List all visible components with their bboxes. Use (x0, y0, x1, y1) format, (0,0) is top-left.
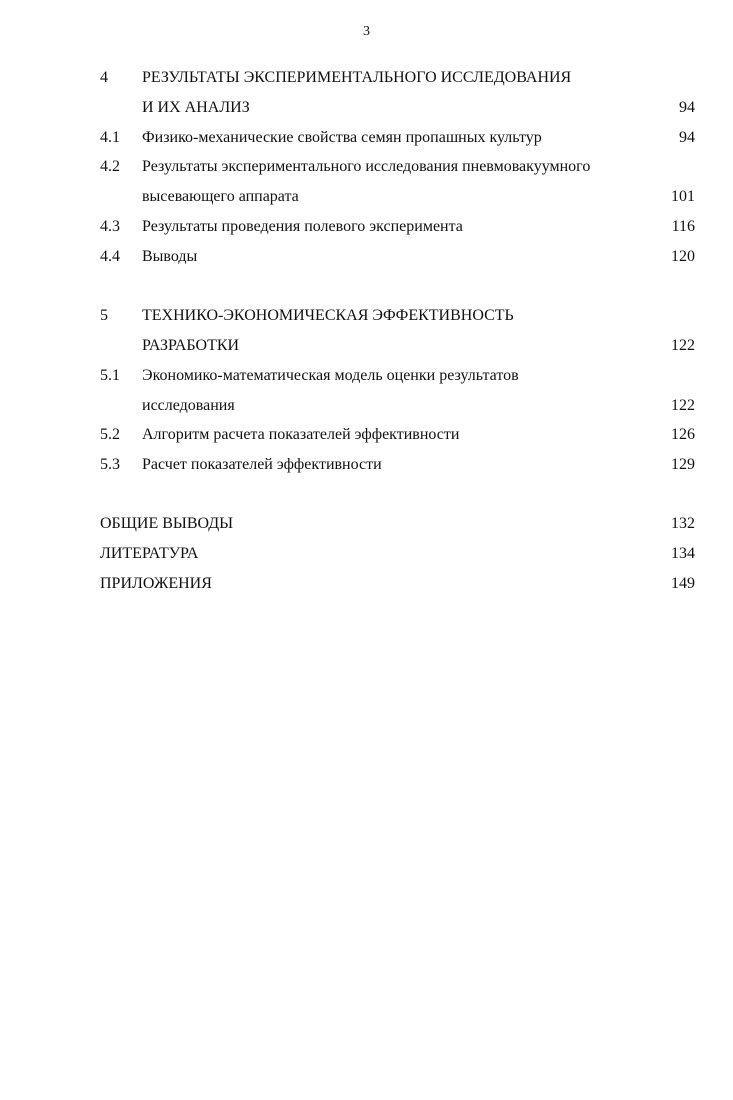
toc-entry-title: Экономико-математическая модель оценки результатов (142, 367, 519, 384)
toc-entry-page: 122 (671, 397, 695, 414)
toc-entry-page: 101 (671, 188, 695, 205)
toc-entry-number: 4.1 (100, 129, 120, 146)
toc-entry-number: 4.4 (100, 248, 120, 265)
toc-entry-title-cont: РАЗРАБОТКИ (142, 337, 240, 354)
toc-entry-5-1 (0, 365, 733, 387)
toc-entry-4-3 (0, 216, 733, 238)
toc-entry-5-cont (0, 335, 733, 357)
toc-entry-page: 134 (671, 545, 695, 562)
toc-entry-title: ЛИТЕРАТУРА (100, 545, 199, 562)
toc-entry-5 (0, 305, 733, 327)
toc-entry-5-1-cont (0, 395, 733, 417)
toc-entry-number: 5 (100, 307, 108, 324)
toc-entry-title: ПРИЛОЖЕНИЯ (100, 575, 212, 592)
toc-entry-page: 116 (671, 218, 695, 235)
toc-entry-4-2-cont (0, 186, 733, 208)
toc-entry-title: Выводы (142, 248, 198, 265)
toc-entry-title: Результаты экспериментального исследования пневмовакуумного (142, 158, 591, 175)
toc-entry-number: 5.2 (100, 426, 120, 443)
toc-entry-number: 4.2 (100, 158, 120, 175)
toc-entry-4-1 (0, 127, 733, 149)
toc-entry-5-2 (0, 424, 733, 446)
toc-entry-number: 4 (100, 69, 108, 86)
toc-entry-page: 120 (671, 248, 695, 265)
toc-entry-title-cont: исследования (142, 397, 235, 414)
toc-entry-appendices (0, 573, 733, 595)
toc-entry-page: 94 (679, 99, 695, 116)
toc-entry-literature (0, 543, 733, 565)
toc-entry-page: 94 (679, 129, 695, 146)
toc-entry-number: 5.3 (100, 456, 120, 473)
toc-entry-4-4 (0, 246, 733, 268)
toc-entry-general-conclusions (0, 513, 733, 535)
toc-entry-4 (0, 67, 733, 89)
toc-entry-title: ТЕХНИКО-ЭКОНОМИЧЕСКАЯ ЭФФЕКТИВНОСТЬ (142, 307, 514, 324)
toc-entry-page: 126 (671, 426, 695, 443)
toc-entry-page: 132 (671, 515, 695, 532)
toc-entry-number: 4.3 (100, 218, 120, 235)
toc-entry-title: Физико-механические свойства семян пропашных культур (142, 129, 542, 146)
toc-entry-page: 122 (671, 337, 695, 354)
toc-entry-title: РЕЗУЛЬТАТЫ ЭКСПЕРИМЕНТАЛЬНОГО ИССЛЕДОВАНИЯ (142, 69, 572, 86)
page-number: 3 (363, 24, 370, 39)
toc-entry-title: ОБЩИЕ ВЫВОДЫ (100, 515, 234, 532)
toc-entry-title: Алгоритм расчета показателей эффективности (142, 426, 460, 443)
toc-entry-title-cont: И ИХ АНАЛИЗ (142, 99, 250, 116)
toc-entry-5-3 (0, 454, 733, 476)
toc-entry-number: 5.1 (100, 367, 120, 384)
toc-entry-page: 129 (671, 456, 695, 473)
toc-entry-4-cont (0, 97, 733, 119)
toc-entry-title-cont: высевающего аппарата (142, 188, 299, 205)
toc-entry-title: Результаты проведения полевого эксперимента (142, 218, 463, 235)
toc-entry-page: 149 (671, 575, 695, 592)
toc-entry-title: Расчет показателей эффективности (142, 456, 382, 473)
toc-entry-4-2 (0, 156, 733, 178)
